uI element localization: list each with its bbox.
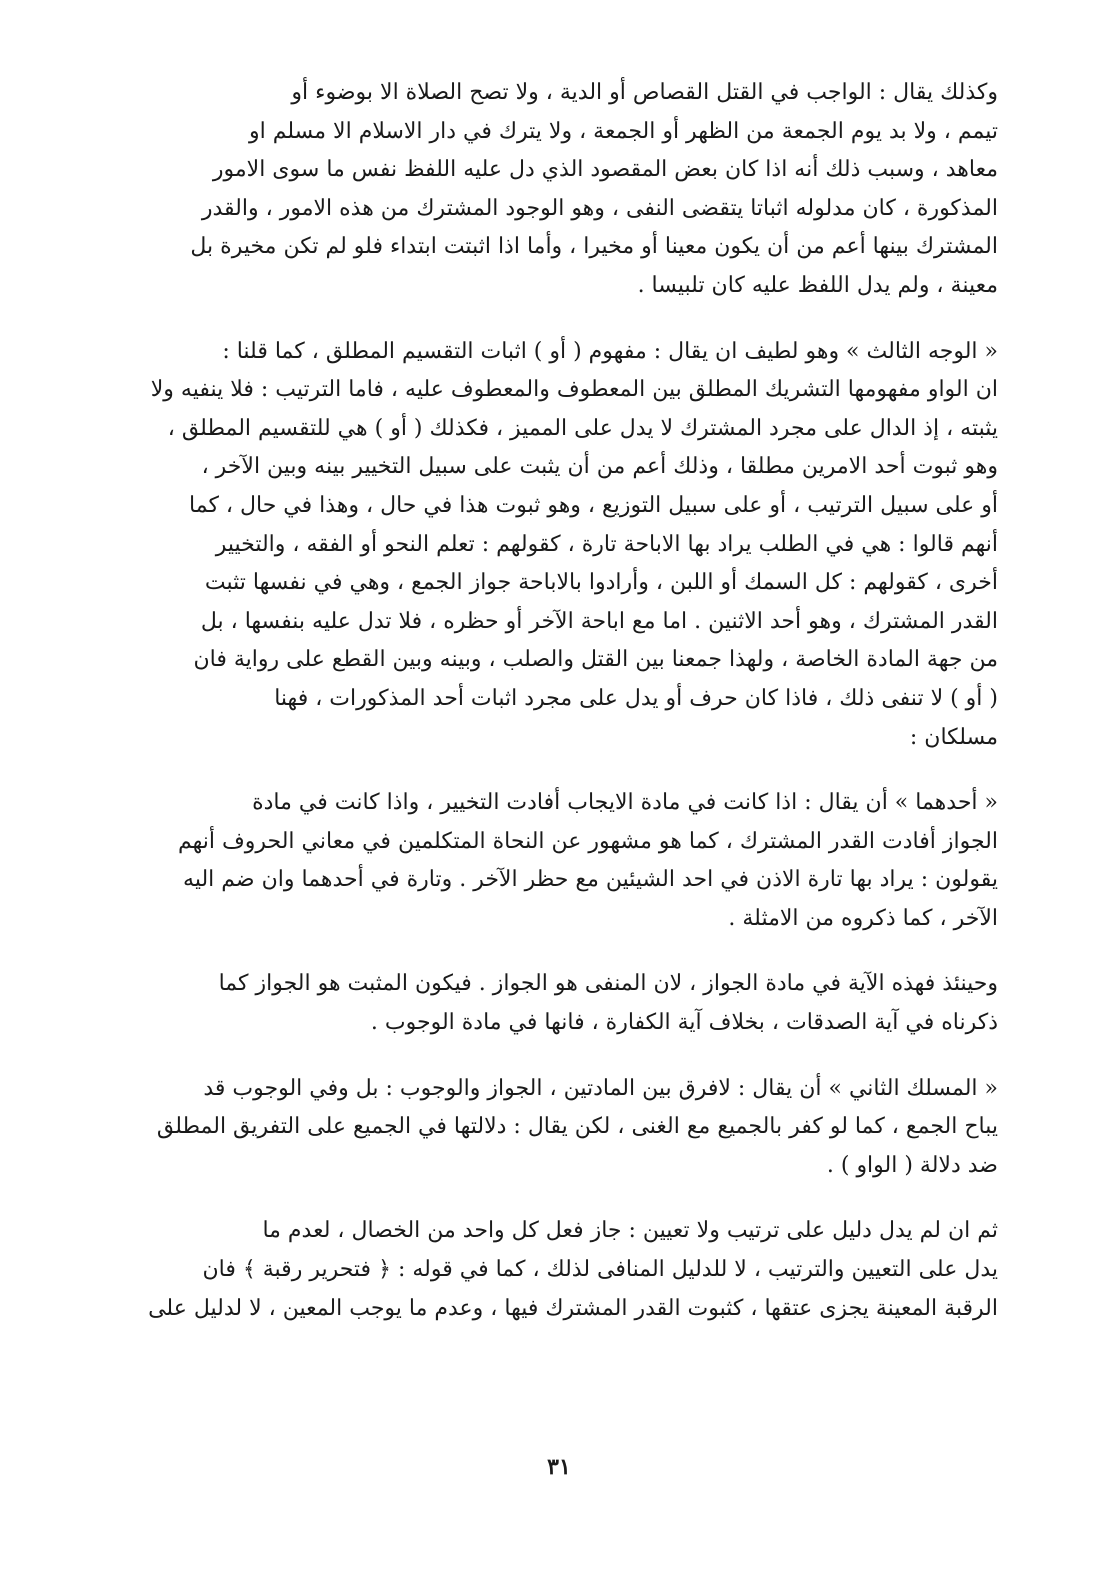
paragraph-2	[84, 333, 1034, 758]
text-line: تيمم ، ولا بد يوم الجمعة من الظهر أو الجمعة ، ولا يترك في دار الاسلام الا مسلم او	[248, 118, 998, 144]
text-line: وهو ثبوت أحد الامرين مطلقا ، وذلك أعم من أن يثبت على سبيل التخيير بينه وبين الآخر ،	[201, 454, 998, 480]
text-line: أنهم قالوا : هي في الطلب يراد بها الاباحة تارة ، كقولهم : تعلم النحو أو الفقه ، والتخيير	[215, 531, 998, 557]
text-line: المشترك بينها أعم من أن يكون معينا أو مخيرا ، وأما اذا اثبتت ابتداء فلو لم تكن مخيرة بل	[190, 234, 998, 260]
text-line: من جهة المادة الخاصة ، ولهذا جمعنا بين القتل والصلب ، وبينه وبين القطع على رواية فان	[193, 647, 998, 673]
text-line: المذكورة ، كان مدلوله اثباتا يتقضى النفى ، وهو الوجود المشترك من هذه الامور ، والقدر	[201, 195, 998, 221]
text-line: يباح الجمع ، كما لو كفر بالجميع مع الغنى ، لكن يقال : دلالتها في الجميع على التفريق المطلق	[156, 1114, 998, 1140]
text-line: ضد دلالة ( الواو ) .	[826, 1152, 998, 1178]
paragraph-3	[84, 784, 1034, 938]
text-line: « الوجه الثالث » وهو لطيف ان يقال : مفهوم ( أو ) اثبات التقسيم المطلق ، كما قلنا :	[222, 338, 998, 364]
text-line: ان الواو مفهومها التشريك المطلق بين المعطوف والمعطوف عليه ، فاما الترتيب : فلا ينفيه ولا	[150, 377, 998, 403]
paragraph-1	[84, 74, 1034, 306]
text-line: ( أو ) لا تنفى ذلك ، فاذا كان حرف أو يدل على مجرد اثبات أحد المذكورات ، فهنا	[274, 685, 998, 711]
text-line: يقولون : يراد بها تارة الاذن في احد الشيئين مع حظر الآخر . وتارة في أحدهما وان ضم اليه	[183, 867, 998, 893]
page-number: ٣١	[547, 1454, 571, 1480]
text-line: وحينئذ فهذه الآية في مادة الجواز ، لان المنفى هو الجواز . فيكون المثبت هو الجواز كما	[218, 971, 998, 997]
text-line: معاهد ، وسبب ذلك أنه اذا كان بعض المقصود الذي دل عليه اللفظ نفس ما سوى الامور	[212, 157, 998, 183]
text-line: الرقبة المعينة يجزى عتقها ، كثبوت القدر المشترك فيها ، وعدم ما يوجب المعين ، لا لدليل على	[148, 1295, 998, 1321]
paragraph-5	[84, 1070, 1034, 1186]
text-line: الجواز أفادت القدر المشترك ، كما هو مشهور عن النحاة المتكلمين في معاني الحروف أنهم	[177, 828, 998, 854]
text-line: يثبته ، إذ الدال على مجرد المشترك لا يدل على المميز ، فكذلك ( أو ) هي للتقسيم المطلق ،	[167, 415, 998, 441]
text-line: الآخر ، كما ذكروه من الامثلة .	[728, 905, 998, 931]
text-line: وكذلك يقال : الواجب في القتل القصاص أو الدية ، ولا تصح الصلاة الا بوضوء أو	[291, 80, 998, 105]
page-body	[84, 74, 1034, 1328]
text-line: أو على سبيل الترتيب ، أو على سبيل التوزيع ، وهو ثبوت هذا في حال ، وهذا في حال ، كما	[189, 492, 998, 518]
text-line: « أحدهما » أن يقال : اذا كانت في مادة الايجاب أفادت التخيير ، واذا كانت في مادة	[252, 790, 998, 816]
text-line: معينة ، ولم يدل اللفظ عليه كان تلبيسا .	[637, 272, 998, 298]
text-line: ذكرناه في آية الصدقات ، بخلاف آية الكفارة ، فانها في مادة الوجوب .	[370, 1010, 998, 1036]
text-line: ثم ان لم يدل دليل على ترتيب ولا تعيين : جاز فعل كل واحد من الخصال ، لعدم ما	[262, 1218, 998, 1244]
text-line: « المسلك الثاني » أن يقال : لافرق بين المادتين ، الجواز والوجوب : بل وفي الوجوب قد	[203, 1075, 998, 1101]
paragraph-4	[84, 965, 1034, 1042]
text-line: مسلكان :	[909, 724, 998, 750]
text-line: يدل على التعيين والترتيب ، لا للدليل المنافى لذلك ، كما في قوله : ﴿ فتحرير رقبة ﴾ فان	[202, 1257, 998, 1283]
paragraph-6	[84, 1212, 1034, 1328]
text-line: القدر المشترك ، وهو أحد الاثنين . اما مع اباحة الآخر أو حظره ، فلا تدل عليه بنفسها ، بل	[200, 608, 998, 634]
text-line: أخرى ، كقولهم : كل السمك أو اللبن ، وأرادوا بالاباحة جواز الجمع ، وهي في نفسها تثبت	[204, 570, 998, 596]
